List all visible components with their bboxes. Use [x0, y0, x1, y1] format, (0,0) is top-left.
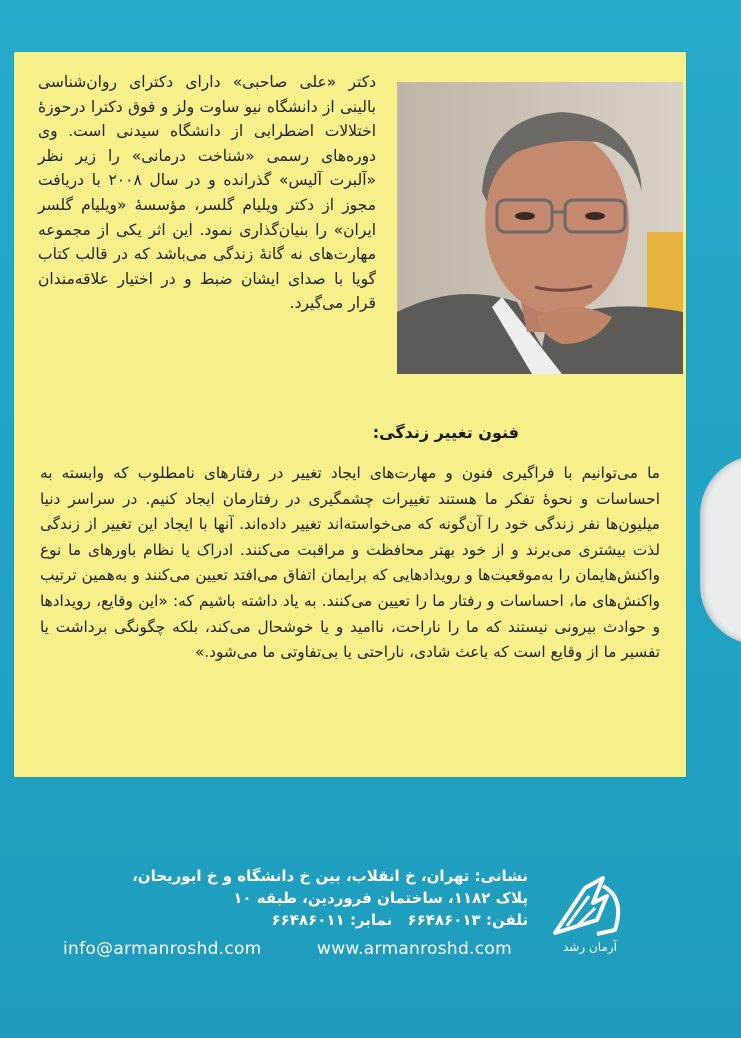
book-leaf-icon: [545, 868, 635, 948]
fax-number: نمابر: ۶۶۴۸۶۰۱۱: [271, 911, 393, 929]
publisher-website[interactable]: www.armanroshd.com: [317, 939, 512, 959]
author-photo: [397, 82, 683, 374]
phone-number: تلفن: ۶۶۴۸۶۰۱۳: [407, 911, 528, 929]
author-bio: دکتر «علی صاحبی» دارای دکترای روان‌شناسی بالینی از دانشگاه نیو ساوت ولز و فوق دکترا درحوزهٔ اختلالات اضطرابی از دانشگاه سیدنی است. وی دوره‌های رسمی «شناخت درمانی» را زیر نظر «آلبرت آلیس» گذرانده و در سال ۲۰۰۸ با دریافت مجوز از دکتر ویلیام گلسر، مؤسسهٔ «ویلیام گلسر ایران» را بنیان‌گذاری نمود. این اثر یکی از مجموعه مهارت‌های نه گانهٔ زندگی می‌باشد که در قالب کتاب گویا با صدای ایشان ضبط و در اختیار علاقه‌مندان قرار می‌گیرد.: [38, 73, 376, 313]
section-body: ما می‌توانیم با فراگیری فنون و مهارت‌های ایجاد تغییر در رفتارهای نامطلوب که وابسته به احساسات و نحوهٔ تفکر ما هستند تغییرات چشمگیری در رفتارمان ایجاد کنیم. در سراسر دنیا میلیون‌ها نفر زندگی خود را آن‌گونه که می‌خواسته‌اند تغییر داده‌اند. آنها با ایجاد این تغییر از زندگی لذت بیشتری می‌برند و از خود بهتر محافظت و مراقبت می‌کنند. ادراک یا نظام باورهای ما نوع واکنش‌هایمان را به‌موقعیت‌ها و رویدادهایی که برایمان اتفاق می‌افتد تعیین می‌کنند و به‌همین ترتیب واکنش‌های ما، احساسات و رفتار ما را تعیین می‌کنند. به یاد داشته باشیم که: «این وقایع، رویدادها و حوادث بیرونی نیستند که ما را ناراحت، ناامید و یا خوشحال می‌کند، بلکه چگونگی برداشت یا تفسیر ما از وقایع است که باعث شادی، ناراحتی یا بی‌تفاوتی ما می‌شود.»: [40, 464, 660, 662]
publisher-address: [132, 865, 528, 931]
section-heading: فنون تغییر زندگی:: [372, 423, 519, 442]
contact-numbers: [132, 909, 528, 931]
author-portrait-image: [397, 82, 683, 374]
address-line-1: نشانی: تهران، خ انقلاب، بین خ دانشگاه و خ ابوریحان،: [132, 867, 528, 885]
publisher-logo-text: آرمان رشد: [563, 940, 617, 954]
publisher-email[interactable]: info@armanroshd.com: [63, 939, 262, 959]
address-line-2: پلاک ۱۱۸۲، ساختمان فروردین، طبقه ۱۰: [233, 889, 528, 907]
